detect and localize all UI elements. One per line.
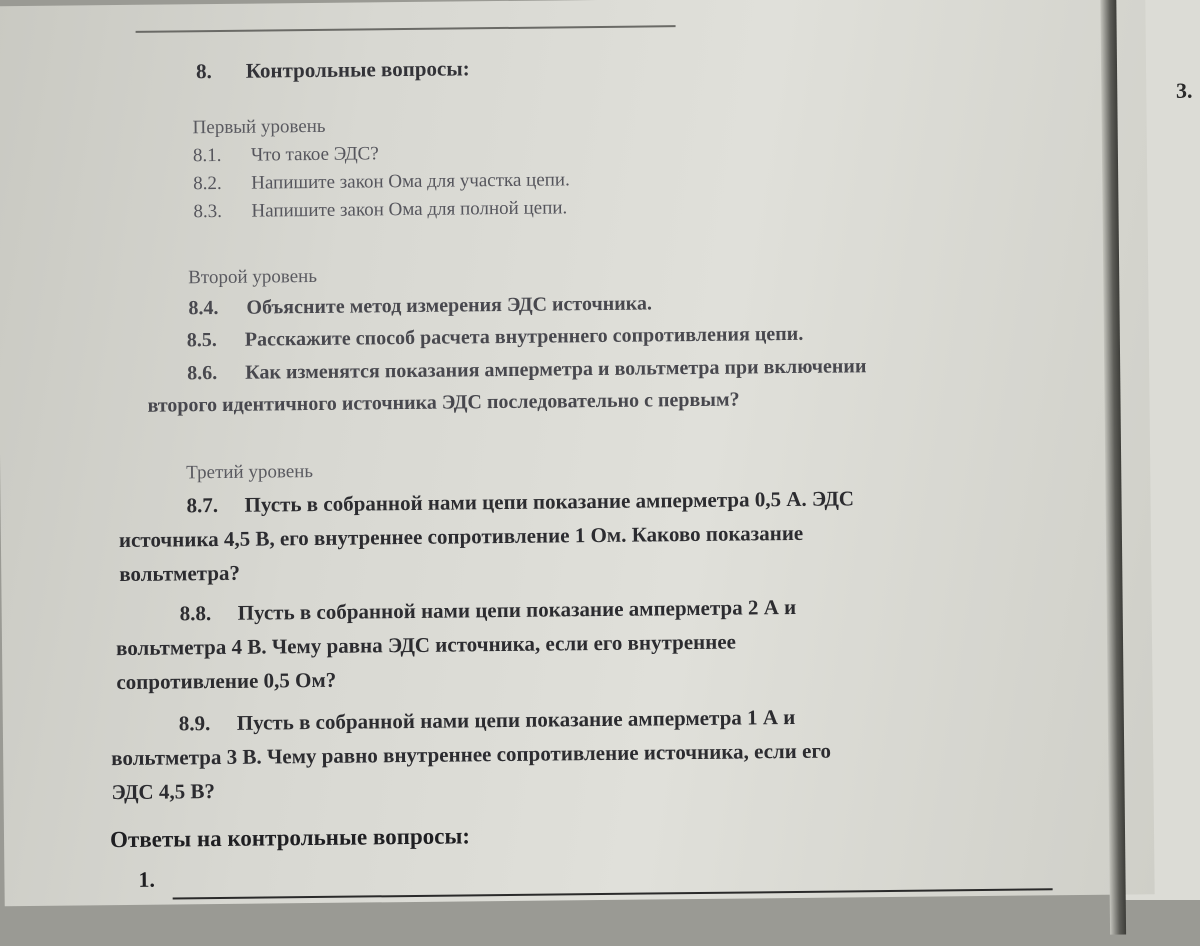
question-8-8-continuation-2: сопротивление 0,5 Ом?	[116, 667, 337, 695]
level-3-title: Третий уровень	[186, 461, 314, 484]
question-number: 8.3.	[193, 200, 223, 223]
question-text: Пусть в собранной нами цепи показание амперметра 0,5 А. ЭДС	[244, 486, 855, 517]
question-8-1	[193, 143, 379, 167]
question-text: Пусть в собранной нами цепи показание амперметра 2 А и	[237, 594, 797, 625]
question-8-3	[193, 197, 567, 223]
question-number: 8.4.	[188, 296, 219, 320]
adjacent-page-number: 3.	[1176, 78, 1193, 103]
question-number: 8.6.	[187, 362, 218, 385]
question-number: 8.9.	[178, 711, 211, 736]
question-text: Напишите закон Ома для участка цепи.	[251, 169, 570, 194]
question-8-5	[187, 323, 804, 352]
level-2-title: Второй уровень	[188, 265, 318, 289]
question-8-2	[193, 169, 570, 195]
answer-blank-line	[173, 888, 1053, 899]
question-8-8-continuation: вольтметра 4 В. Чему равна ЭДС источника, если его внутреннее	[115, 629, 737, 661]
question-number: 8.2.	[193, 172, 222, 195]
question-8-9-continuation-2: ЭДС 4,5 В?	[111, 779, 216, 805]
section-heading	[196, 56, 470, 84]
section-title: Контрольные вопросы:	[245, 56, 470, 83]
question-8-6-continuation: второго идентичного источника ЭДС последовательно с первым?	[147, 388, 740, 417]
question-8-9-continuation: вольтметра 3 В. Чему равно внутреннее сопротивление источника, если его	[111, 738, 832, 771]
book-spine	[1100, 0, 1126, 935]
question-8-6	[187, 355, 866, 385]
answer-item-number: 1.	[138, 866, 156, 892]
question-number: 8.1.	[192, 144, 222, 167]
question-8-4	[188, 292, 652, 320]
question-8-7-continuation-2: вольтметра?	[119, 560, 241, 587]
question-number: 8.8.	[179, 601, 212, 626]
question-number: 8.5.	[186, 329, 217, 352]
question-number: 8.7.	[186, 493, 219, 518]
question-text: Объясните метод измерения ЭДС источника.	[246, 292, 653, 319]
question-text: Напишите закон Ома для полной цепи.	[251, 197, 568, 222]
question-8-7-continuation: источника 4,5 В, его внутреннее сопротивление 1 Ом. Каково показание	[118, 520, 804, 553]
question-text: Что такое ЭДС?	[250, 143, 379, 166]
answers-heading: Ответы на контрольные вопросы:	[109, 823, 471, 853]
question-text: Как изменятся показания амперметра и вольтметра при включении	[245, 355, 867, 384]
section-number: 8.	[195, 59, 212, 84]
question-text: Расскажите способ расчета внутреннего сопротивления цепи.	[244, 322, 804, 351]
level-1-title: Первый уровень	[192, 115, 326, 139]
question-text: Пусть в собранной нами цепи показание амперметра 1 А и	[236, 704, 796, 735]
top-rule	[136, 25, 676, 33]
